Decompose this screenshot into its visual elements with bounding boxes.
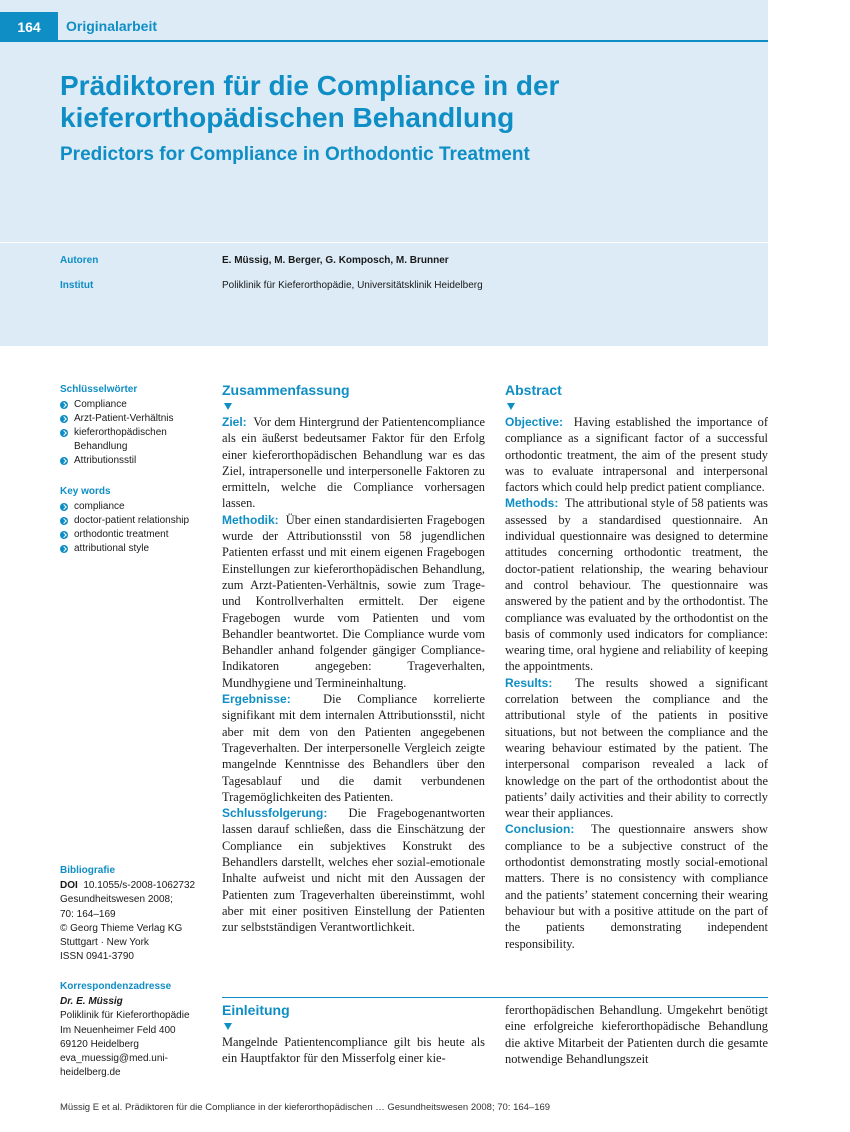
english-abstract-methods: Methods: The attributional style of 58 patients was assessed by a standardised questionnaire. An individual questionnaire was designed to determine attitudes concerning orthodontic treatment, the doctor-patient relationship, the wearing behaviour and control behaviour. The questionnaire was answered by the patient and by the orthodontist. The compliance was evaluated by the orthodontist on the basis of commonly used indicators for compliance: wearing time, oral hygiene and reliability of keeping the appointments. bbox=[505, 496, 768, 674]
german-abstract bbox=[222, 382, 485, 936]
arrow-bullet-icon bbox=[60, 517, 68, 525]
page-number: 164 bbox=[0, 12, 58, 42]
correspondence bbox=[60, 980, 210, 1081]
meta-divider bbox=[0, 242, 768, 243]
keyword-item: Compliance bbox=[60, 398, 210, 412]
correspondent-dept: Poliklinik für Kieferorthopädie bbox=[60, 1010, 190, 1022]
institute-label: Institut bbox=[60, 280, 94, 291]
bibliography bbox=[60, 864, 210, 965]
keywords-english bbox=[60, 485, 210, 556]
keyword-item: Attributionsstil bbox=[60, 454, 210, 468]
publisher-place: Stuttgart · New York bbox=[60, 937, 149, 949]
triangle-marker-icon bbox=[224, 1023, 232, 1030]
arrow-bullet-icon bbox=[60, 429, 68, 437]
title-german: Prädiktoren für die Compliance in der kieferorthopädischen Behandlung bbox=[60, 70, 560, 133]
bibliography-heading: Bibliografie bbox=[60, 865, 116, 876]
volume: 70: 164–169 bbox=[60, 908, 116, 920]
journal: Gesundheitswesen 2008; bbox=[60, 894, 173, 906]
keyword-item: attributional style bbox=[60, 542, 210, 556]
german-abstract-methodik: Methodik: Über einen standardisierten Fragebogen wurde der Attributionsstil von 58 jugendlichen Patienten erfasst und mit einem eigenen Fragebogen Einstellungen zur kieferorthopädischen Behandlung, zum Arzt-Patienten-Verhältnis, sowie zum Trage- und Kontrollverhalten ermittelt. Der eigene Fragebogen wurde vom Patienten und vom Behandler beantwortet. Die Compliance wurde vom Behandler anhand folgender gängiger Compliance-Indikatoren angegeben: Trageverhalten, Mundhygiene und Termineinhaltung. bbox=[222, 512, 485, 690]
institute: Poliklinik für Kieferorthopädie, Universitätsklinik Heidelberg bbox=[222, 280, 483, 291]
keywords-german bbox=[60, 383, 210, 468]
email-link[interactable]: eva_muessig@med.uni- heidelberg.de bbox=[60, 1053, 168, 1079]
correspondent-city: 69120 Heidelberg bbox=[60, 1038, 139, 1050]
german-abstract-heading: Zusammenfassung bbox=[222, 382, 350, 398]
keywords-german-heading: Schlüsselwörter bbox=[60, 384, 138, 395]
english-abstract-heading: Abstract bbox=[505, 382, 562, 398]
introduction-heading: Einleitung bbox=[222, 1002, 290, 1018]
authors: E. Müssig, M. Berger, G. Komposch, M. Brunner bbox=[222, 255, 449, 266]
english-abstract bbox=[505, 382, 768, 952]
copyright: © Georg Thieme Verlag KG bbox=[60, 922, 183, 934]
arrow-bullet-icon bbox=[60, 503, 68, 511]
doi-link[interactable]: 10.1055/s-2008-1062732 bbox=[83, 880, 196, 891]
english-abstract-conclusion: Conclusion: The questionnaire answers show compliance to be a subjective construct of the orthodontist demonstrating mostly social-emotional matters. There is no consistency with compliance and the patients’ statement concerning their wearing behaviour but with a positive attitude on the part of the patients demonstrating independent responsibility. bbox=[505, 822, 768, 951]
introduction-text-right: ferorthopädischen Behandlung. Umgekehrt benötigt eine erfolgreiche kieferorthopädische Behandlung die aktive Mitarbeit der Patienten durch die gesamte notwendige Behandlungszeit bbox=[505, 1003, 768, 1066]
keyword-item: doctor-patient relationship bbox=[60, 514, 210, 528]
english-abstract-results: Results: The results showed a significant correlation between the compliance and the attributional style of the patients in positive situations, but not between the compliance and the wearing behaviour estimated by the patient. The interpersonal comparison revealed a lack of knowledge on the part of the orthodontist about the patients’ daily activities and their ability to correctly wear their appliances. bbox=[505, 675, 768, 821]
introduction-right bbox=[505, 1002, 768, 1067]
doi-line: DOI 10.1055/s-2008-1062732 bbox=[60, 880, 196, 891]
footer-citation: Müssig E et al. Prädiktoren für die Compliance in der kieferorthopädischen … Gesundheitswesen 2008; 70: 164–169 bbox=[60, 1102, 551, 1113]
arrow-bullet-icon bbox=[60, 415, 68, 423]
keyword-item: kieferorthopädischen Behandlung bbox=[60, 426, 180, 454]
arrow-bullet-icon bbox=[60, 545, 68, 553]
keyword-item: Arzt-Patient-Verhältnis bbox=[60, 412, 210, 426]
introduction-text-left: Mangelnde Patientencompliance gilt bis heute als ein Hauptfaktor für den Misserfolg einer kie- bbox=[222, 1035, 485, 1066]
issn: ISSN 0941-3790 bbox=[60, 951, 134, 963]
section-rule bbox=[222, 997, 768, 998]
header-rule bbox=[58, 40, 768, 42]
correspondence-heading: Korrespondenzadresse bbox=[60, 981, 172, 992]
english-abstract-objective: Objective: Having established the importance of compliance as a significant factor of a successful orthodontic treatment, the aim of the present study was to evaluate intrapersonal and interpersonal factors which could help predict patient compliance. bbox=[505, 415, 768, 495]
title-banner bbox=[0, 0, 768, 346]
keyword-item: orthodontic treatment bbox=[60, 528, 210, 542]
triangle-marker-icon bbox=[224, 403, 232, 410]
title-english: Predictors for Compliance in Orthodontic Treatment bbox=[60, 144, 530, 165]
correspondent-name: Dr. E. Müssig bbox=[60, 996, 123, 1007]
introduction-left bbox=[222, 1002, 485, 1067]
german-abstract-ergebnisse: Ergebnisse: Die Compliance korrelierte signifikant mit dem internalen Attributionsstil, nicht aber mit dem von den Patienten angegebenen Trageverhalten. Der interpersonelle Vergleich zeigte mangelnde Kenntnisse des Behandlers über den Tagesablauf und die damit verbundenen Tragemöglichkeiten des Patienten. bbox=[222, 692, 485, 804]
german-abstract-schluss: Schlussfolgerung: Die Fragebogenantworten lassen darauf schließen, dass die Einschätzung der Compliance ein subjektives Konstrukt des Behandlers darstellt, welches eher sozial-emotionale Inhalte aufweist und nicht mit den Aussagen der Patienten zum Trageverhalten übereinstimmt, wohl aber mit einer positiven Einstellung der Patienten zur selbstständigen Verantwortlichkeit. bbox=[222, 806, 485, 935]
section-label: Originalarbeit bbox=[66, 18, 158, 34]
correspondent-street: Im Neuenheimer Feld 400 bbox=[60, 1024, 176, 1036]
arrow-bullet-icon bbox=[60, 531, 68, 539]
arrow-bullet-icon bbox=[60, 457, 68, 465]
keywords-english-heading: Key words bbox=[60, 486, 111, 497]
triangle-marker-icon bbox=[507, 403, 515, 410]
authors-label: Autoren bbox=[60, 255, 99, 266]
keyword-item: compliance bbox=[60, 500, 210, 514]
arrow-bullet-icon bbox=[60, 401, 68, 409]
german-abstract-ziel: Ziel: Vor dem Hintergrund der Patientencompliance als ein äußerst bedeutsamer Faktor für den Erfolg einer kieferorthopädischen Behandlung war es das Ziel, intrapersonelle und interpersonelle Faktoren zu ermitteln, welche die Compliance vorhersagen lassen. bbox=[222, 415, 485, 511]
